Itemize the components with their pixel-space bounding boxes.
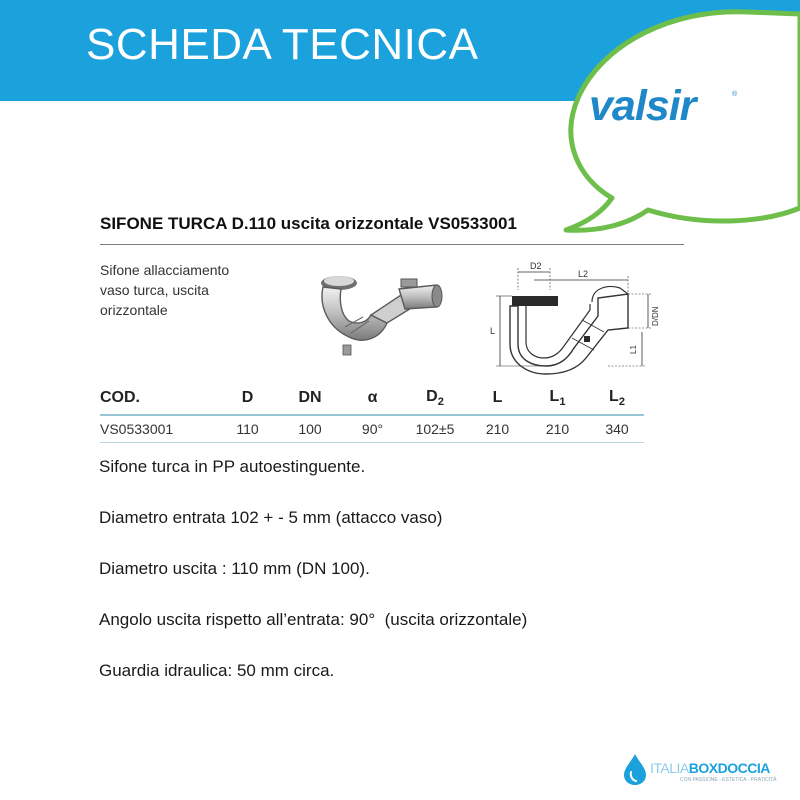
col-header: $D_2$ (400, 382, 470, 415)
label-d2: D2 (530, 261, 542, 271)
table-cell: 90° (345, 415, 400, 443)
water-drop-icon (622, 752, 648, 786)
description-line: orizzontale (100, 302, 168, 318)
col-header: COD. (100, 382, 220, 415)
col-header: α (345, 382, 400, 415)
description-line: vaso turca, uscita (100, 282, 209, 298)
col-header: D (220, 382, 275, 415)
italiaboxdoccia-logo (620, 752, 795, 788)
spec-table (100, 382, 644, 443)
trap-photo (305, 265, 445, 357)
footer-brand-part2: BOXDOCCIA (688, 760, 770, 776)
label-l1: L1 (629, 345, 638, 354)
svg-text:®: ® (732, 91, 738, 98)
label-ddn: D/DN (651, 306, 660, 326)
col-header: DN (275, 382, 345, 415)
product-description (100, 260, 290, 320)
col-header: $L_1$ (525, 382, 590, 415)
table-cell: 100 (275, 415, 345, 443)
table-header-row (100, 382, 644, 415)
col-header: $L_2$ (590, 382, 644, 415)
page-title: SCHEDA TECNICA (86, 20, 479, 69)
footer-brand-part1: ITALIA (650, 760, 689, 776)
spec-body (99, 455, 527, 710)
table-cell: 210 (525, 415, 590, 443)
body-line: Diametro entrata 102 + - 5 mm (attacco vaso) (99, 508, 443, 527)
footer-tagline: CON PASSIONE - ESTETICA - PRATICITÀ (680, 777, 777, 783)
footer-brand (650, 760, 770, 776)
label-l: L (490, 326, 496, 336)
table-row (100, 415, 644, 443)
col-header: L (470, 382, 525, 415)
table-cell: 340 (590, 415, 644, 443)
valsir-logo-text: valsir (589, 82, 696, 130)
product-title: SIFONE TURCA D.110 uscita orizzontale VS0533001 (100, 214, 517, 233)
body-line: Sifone turca in PP autoestinguente. (99, 457, 366, 476)
label-l2: L2 (578, 269, 589, 279)
title-divider (100, 244, 684, 245)
table-cell: 210 (470, 415, 525, 443)
table-cell: 110 (220, 415, 275, 443)
valsir-logo (587, 82, 747, 132)
body-line: Guardia idraulica: 50 mm circa. (99, 661, 335, 680)
trap-dimension-diagram (488, 258, 668, 378)
body-line: Angolo uscita rispetto all’entrata: 90° (uscita orizzontale) (99, 610, 528, 629)
body-line: Diametro uscita : 110 mm (DN 100). (99, 559, 370, 578)
description-line: Sifone allacciamento (100, 262, 230, 278)
table-cell: VS0533001 (100, 415, 220, 443)
table-cell: 102±5 (400, 415, 470, 443)
